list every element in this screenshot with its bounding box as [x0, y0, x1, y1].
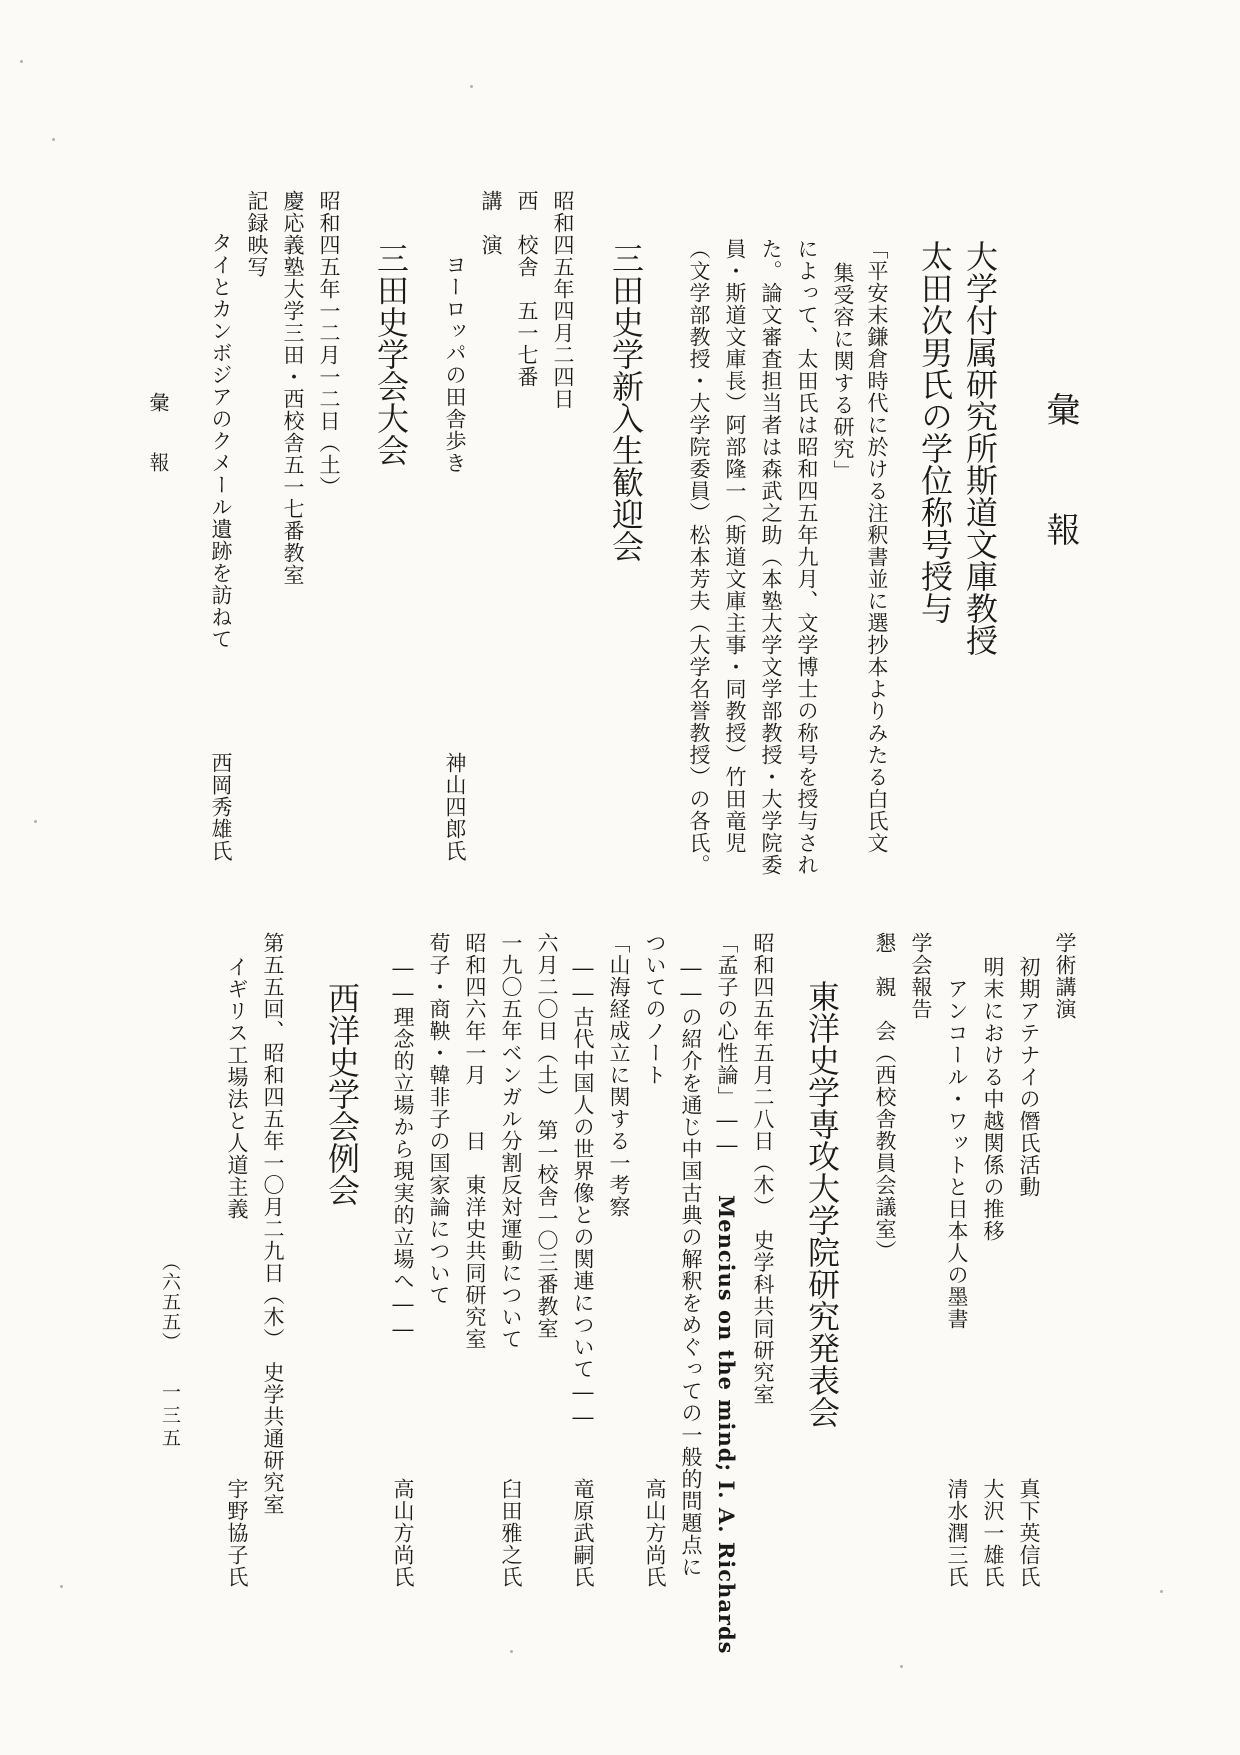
academic-social: 懇 親 会（西校舎教員会議室）	[873, 932, 897, 1262]
page-number: 一三五	[159, 1382, 181, 1451]
toyo-entry-4-speaker: 高山方尚氏	[391, 1478, 415, 1588]
welcome-lecture-label: 講 演	[479, 190, 503, 256]
academic-talk-3-speaker: 清水潤三氏	[945, 1478, 969, 1588]
convention-film-presenter: 西岡秀雄氏	[209, 752, 233, 862]
welcome-place: 西 校舎 五一七番	[515, 190, 539, 388]
running-head: 彙 報	[146, 392, 170, 482]
toyo-entry-3-title: 一九〇五年ベンガル分割反対運動について	[499, 932, 523, 1350]
welcome-heading: 三田史学新入生歓迎会	[607, 242, 645, 562]
toyo-entry-1-speaker: 高山方尚氏	[643, 1478, 667, 1588]
toyo-entry-1-date: 昭和四五年五月二八日（木） 史学科共同研究室	[751, 932, 775, 1406]
toyo-entry-4-date: 昭和四六年一月 日 東洋史共同研究室	[463, 932, 487, 1350]
scan-speck	[20, 60, 23, 63]
toyo-entry-1-title-jp: 「孟子の心性論」――	[715, 932, 739, 1158]
scan-speck	[52, 138, 55, 141]
convention-film-label: 記録映写	[245, 190, 269, 278]
convention-place: 慶応義塾大学三田・西校舎五一七番教室	[281, 190, 305, 586]
degree-text-4: た。論文審査担当者は森武之助（本塾大学文学部教授・大学院委	[759, 238, 783, 876]
toyo-entry-4-subtitle: ――理念的立場から現実的立場へ――	[391, 956, 415, 1342]
degree-heading-2: 太田次男氏の学位称号授与	[916, 240, 954, 624]
degree-text-1: 「平安末鎌倉時代に於ける注釈書並に選抄本よりみたる白氏文	[865, 238, 889, 854]
scan-speck	[900, 1665, 903, 1668]
seiyo-session: 第五五回、昭和四五年一〇月二九日（木） 史学共通研究室	[261, 932, 285, 1516]
toyo-entry-1-subtitle: ――の紹介を通じ中国古典の解釈をめぐっての一般的問題点に	[679, 956, 703, 1578]
toyo-entry-2-title: 「山海経成立に関する一考察	[607, 932, 631, 1218]
academic-talk-3-title: アンコール・ワットと日本人の墨書	[945, 978, 969, 1330]
toyo-entry-2-speaker: 竜原武嗣氏	[571, 1478, 595, 1588]
toyo-heading: 東洋史学専攻大学院研究発表会	[803, 980, 841, 1428]
degree-text-5: 員・斯道文庫長）阿部隆一（斯道文庫主事・同教授）竹田竜児	[723, 238, 747, 854]
degree-heading-1: 大学付属研究所斯道文庫教授	[961, 240, 999, 656]
academic-talk-2-title: 明末における中越関係の推移	[981, 956, 1005, 1242]
degree-text-2: 集受容に関する研究」	[831, 262, 855, 482]
academic-talk-2-speaker: 大沢一雄氏	[981, 1478, 1005, 1588]
welcome-lecturer: 神山四郎氏	[443, 752, 467, 862]
toyo-entry-1-title-en: Mencius on the mind; I. A. Richards	[714, 1195, 739, 1655]
scan-speck	[510, 1650, 513, 1653]
toyo-entry-1-subtitle2: ついてのノート	[643, 932, 667, 1086]
degree-text-3: によって、太田氏は昭和四五年九月、文学博士の称号を授与され	[795, 238, 819, 876]
scan-speck	[1160, 1590, 1163, 1593]
welcome-lecture-title: ヨーロッパの田舎歩き	[443, 254, 467, 474]
toyo-entry-3-date: 六月二〇日（土） 第一校舎一〇三番教室	[535, 932, 559, 1340]
convention-date: 昭和四五年一二月一二日（土）	[317, 190, 341, 498]
convention-heading: 三田史学会大会	[372, 242, 410, 466]
scan-speck	[60, 1585, 63, 1588]
convention-film-title: タイとカンボジアのクメール遺跡を訪ねて	[209, 232, 233, 650]
academic-talk-1-title: 初期アテナイの僭氏活動	[1017, 956, 1041, 1198]
academic-label: 学術講演	[1053, 932, 1077, 1020]
toyo-entry-3-speaker: 臼田雅之氏	[499, 1478, 523, 1588]
toyo-entry-2-subtitle: ――古代中国人の世界像との関連について――	[571, 956, 595, 1430]
scan-speck	[34, 820, 37, 823]
page-number-jp: （六五五）	[159, 1252, 181, 1352]
page-title: 彙 報	[1040, 392, 1080, 572]
scan-speck	[470, 85, 473, 88]
academic-talk-1-speaker: 真下英信氏	[1017, 1478, 1041, 1588]
degree-text-6: （文学部教授・大学院委員）松本芳夫（大学名誉教授）の各氏。	[687, 238, 711, 876]
toyo-entry-4-title: 荀子・商鞅・韓非子の国家論について	[427, 932, 451, 1306]
welcome-date: 昭和四五年四月二四日	[551, 190, 575, 410]
seiyo-speaker: 宇野協子氏	[225, 1478, 249, 1588]
seiyo-heading: 西洋史学会例会	[323, 982, 361, 1206]
academic-report-label: 学会報告	[909, 932, 933, 1020]
seiyo-title: イギリス工場法と人道主義	[225, 956, 249, 1220]
